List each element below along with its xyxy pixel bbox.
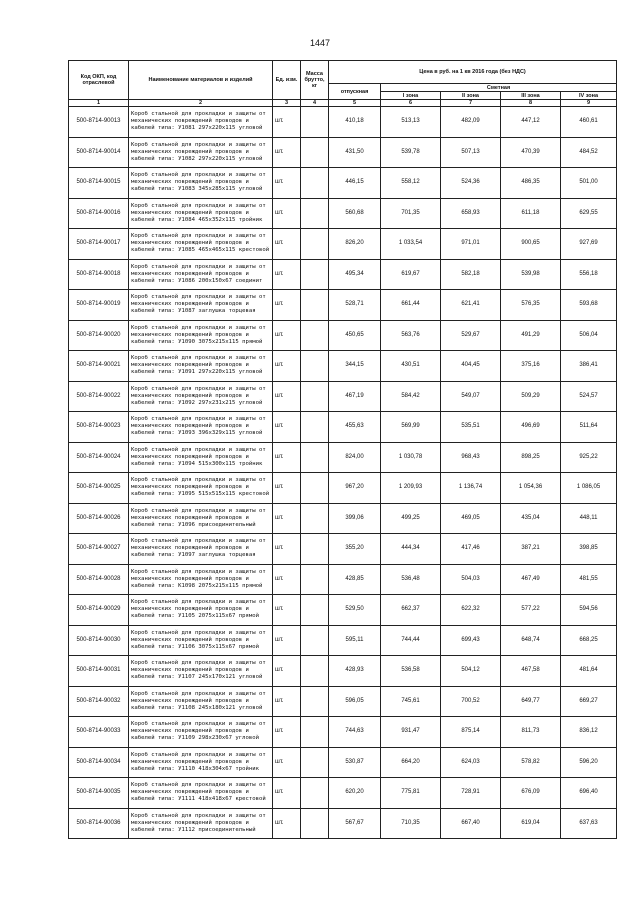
- cell-name: Короб стальной для прокладки и защиты от механических повреждений проводов и кабелей типа: У1106 3075х115х67 прямой: [129, 625, 273, 656]
- cell-mass: [301, 625, 329, 656]
- cell-price-release: 467,19: [329, 381, 381, 412]
- cell-price-zone-2: 622,32: [441, 595, 501, 626]
- cell-price-zone-3: 470,39: [501, 137, 561, 168]
- cell-price-release: 530,87: [329, 747, 381, 778]
- table-row: [69, 351, 617, 382]
- cell-mass: [301, 412, 329, 443]
- cell-price-zone-4: 593,68: [561, 290, 617, 321]
- cell-name: Короб стальной для прокладки и защиты от механических повреждений проводов и кабелей типа: У1097 заглушка торцевая: [129, 534, 273, 565]
- cell-name: Короб стальной для прокладки и защиты от механических повреждений проводов и кабелей типа: У1108 245х180х121 угловой: [129, 686, 273, 717]
- cell-price-zone-2: 535,51: [441, 412, 501, 443]
- cell-price-zone-1: 558,12: [381, 168, 441, 199]
- cell-name: Короб стальной для прокладки и защиты от механических повреждений проводов и кабелей типа: У1082 297х220х115 угловой: [129, 137, 273, 168]
- header-code: Код ОКП, код отраслевой: [69, 61, 129, 100]
- cell-code: 500-8714-90022: [69, 381, 129, 412]
- cell-price-zone-3: 496,69: [501, 412, 561, 443]
- cell-price-zone-1: 563,76: [381, 320, 441, 351]
- cell-price-release: 455,63: [329, 412, 381, 443]
- cell-price-zone-1: 701,35: [381, 198, 441, 229]
- cell-price-release: 410,18: [329, 107, 381, 138]
- cell-unit: шт.: [273, 229, 301, 260]
- cell-price-zone-1: 1 033,54: [381, 229, 441, 260]
- cell-price-zone-3: 649,77: [501, 686, 561, 717]
- cell-mass: [301, 290, 329, 321]
- cell-name: Короб стальной для прокладки и защиты от механических повреждений проводов и кабелей типа: У1091 297х220х115 угловой: [129, 351, 273, 382]
- cell-price-zone-4: 927,69: [561, 229, 617, 260]
- cell-price-release: 560,68: [329, 198, 381, 229]
- cell-unit: шт.: [273, 168, 301, 199]
- cell-code: 500-8714-90025: [69, 473, 129, 504]
- cell-mass: [301, 442, 329, 473]
- cell-name: Короб стальной для прокладки и защиты от механических повреждений проводов и кабелей типа: У1107 245х170х121 угловой: [129, 656, 273, 687]
- cell-price-zone-1: 710,35: [381, 808, 441, 839]
- cell-mass: [301, 198, 329, 229]
- cell-price-zone-2: 621,41: [441, 290, 501, 321]
- cell-price-zone-3: 447,12: [501, 107, 561, 138]
- cell-price-zone-4: 669,27: [561, 686, 617, 717]
- header-index: 7: [441, 100, 501, 107]
- cell-price-zone-3: 435,04: [501, 503, 561, 534]
- cell-price-release: 428,85: [329, 564, 381, 595]
- cell-name: Короб стальной для прокладки и защиты от механических повреждений проводов и кабелей типа: У1110 418х304х67 тройник: [129, 747, 273, 778]
- cell-unit: шт.: [273, 442, 301, 473]
- cell-price-zone-3: 539,98: [501, 259, 561, 290]
- cell-price-zone-4: 836,12: [561, 717, 617, 748]
- cell-price-zone-2: 507,13: [441, 137, 501, 168]
- cell-price-release: 446,15: [329, 168, 381, 199]
- cell-price-zone-2: 504,12: [441, 656, 501, 687]
- cell-code: 500-8714-90036: [69, 808, 129, 839]
- cell-price-zone-4: 524,57: [561, 381, 617, 412]
- cell-price-zone-2: 417,46: [441, 534, 501, 565]
- cell-code: 500-8714-90016: [69, 198, 129, 229]
- cell-price-release: 344,15: [329, 351, 381, 382]
- cell-price-release: 355,20: [329, 534, 381, 565]
- cell-price-zone-2: 658,93: [441, 198, 501, 229]
- price-table: [68, 60, 617, 839]
- header-zone-4: IV зона: [561, 92, 617, 100]
- cell-mass: [301, 168, 329, 199]
- cell-name: Короб стальной для прокладки и защиты от механических повреждений проводов и кабелей типа: У1090 3075х215х115 прямой: [129, 320, 273, 351]
- cell-price-zone-2: 582,18: [441, 259, 501, 290]
- header-release: отпускная: [329, 84, 381, 100]
- cell-mass: [301, 107, 329, 138]
- table-row: [69, 656, 617, 687]
- cell-mass: [301, 473, 329, 504]
- cell-name: Короб стальной для прокладки и защиты от механических повреждений проводов и кабелей типа: У1112 присоединительный: [129, 808, 273, 839]
- cell-unit: шт.: [273, 473, 301, 504]
- cell-price-release: 495,34: [329, 259, 381, 290]
- cell-price-zone-3: 467,58: [501, 656, 561, 687]
- cell-price-zone-4: 511,64: [561, 412, 617, 443]
- table-row: [69, 564, 617, 595]
- cell-price-zone-3: 898,25: [501, 442, 561, 473]
- cell-code: 500-8714-90026: [69, 503, 129, 534]
- cell-name: Короб стальной для прокладки и защиты от механических повреждений проводов и кабелей типа: У1086 200х150х67 соединит: [129, 259, 273, 290]
- cell-price-release: 824,00: [329, 442, 381, 473]
- cell-price-zone-2: 404,45: [441, 351, 501, 382]
- cell-price-zone-1: 536,48: [381, 564, 441, 595]
- cell-unit: шт.: [273, 564, 301, 595]
- cell-price-zone-4: 398,85: [561, 534, 617, 565]
- cell-price-zone-3: 578,82: [501, 747, 561, 778]
- cell-name: Короб стальной для прокладки и защиты от механических повреждений проводов и кабелей типа: У1094 515х300х115 тройник: [129, 442, 273, 473]
- cell-mass: [301, 320, 329, 351]
- table-row: [69, 198, 617, 229]
- cell-price-zone-1: 444,34: [381, 534, 441, 565]
- cell-price-zone-3: 900,65: [501, 229, 561, 260]
- cell-unit: шт.: [273, 534, 301, 565]
- header-zone-1: I зона: [381, 92, 441, 100]
- cell-price-zone-1: 662,37: [381, 595, 441, 626]
- table-row: [69, 747, 617, 778]
- cell-price-zone-4: 386,41: [561, 351, 617, 382]
- cell-price-release: 620,20: [329, 778, 381, 809]
- cell-unit: шт.: [273, 137, 301, 168]
- table-row: [69, 412, 617, 443]
- cell-price-zone-2: 529,67: [441, 320, 501, 351]
- cell-mass: [301, 808, 329, 839]
- cell-mass: [301, 229, 329, 260]
- table-row: [69, 137, 617, 168]
- cell-code: 500-8714-90015: [69, 168, 129, 199]
- cell-price-zone-4: 481,55: [561, 564, 617, 595]
- cell-mass: [301, 351, 329, 382]
- cell-price-release: 428,93: [329, 656, 381, 687]
- cell-price-zone-1: 513,13: [381, 107, 441, 138]
- cell-price-zone-2: 469,05: [441, 503, 501, 534]
- cell-name: Короб стальной для прокладки и защиты от механических повреждений проводов и кабелей типа: У1085 465х465х115 крестовой: [129, 229, 273, 260]
- cell-code: 500-8714-90027: [69, 534, 129, 565]
- cell-name: Короб стальной для прокладки и защиты от механических повреждений проводов и кабелей типа: У1095 515х515х115 крестовой: [129, 473, 273, 504]
- cell-code: 500-8714-90030: [69, 625, 129, 656]
- table-row: [69, 808, 617, 839]
- cell-price-zone-1: 536,58: [381, 656, 441, 687]
- cell-price-zone-1: 775,81: [381, 778, 441, 809]
- cell-unit: шт.: [273, 381, 301, 412]
- table-row: [69, 473, 617, 504]
- cell-mass: [301, 686, 329, 717]
- cell-mass: [301, 717, 329, 748]
- cell-price-zone-4: 484,52: [561, 137, 617, 168]
- page-number: 1447: [309, 38, 331, 48]
- cell-price-release: 826,20: [329, 229, 381, 260]
- table-row: [69, 717, 617, 748]
- cell-price-zone-3: 486,35: [501, 168, 561, 199]
- cell-unit: шт.: [273, 107, 301, 138]
- cell-code: 500-8714-90031: [69, 656, 129, 687]
- cell-price-zone-4: 506,04: [561, 320, 617, 351]
- cell-price-zone-4: 629,55: [561, 198, 617, 229]
- cell-price-zone-2: 700,52: [441, 686, 501, 717]
- header-index: 1: [69, 100, 129, 107]
- cell-name: Короб стальной для прокладки и защиты от механических повреждений проводов и кабелей типа: У1083 345х285х115 угловой: [129, 168, 273, 199]
- cell-unit: шт.: [273, 595, 301, 626]
- table-row: [69, 381, 617, 412]
- cell-price-release: 431,50: [329, 137, 381, 168]
- cell-name: Короб стальной для прокладки и защиты от механических повреждений проводов и кабелей типа: У1081 297х220х115 угловой: [129, 107, 273, 138]
- cell-name: Короб стальной для прокладки и защиты от механических повреждений проводов и кабелей типа: У1092 297х231х215 угловой: [129, 381, 273, 412]
- header-index: 8: [501, 100, 561, 107]
- cell-name: Короб стальной для прокладки и защиты от механических повреждений проводов и кабелей типа: У1084 465х352х115 тройник: [129, 198, 273, 229]
- cell-unit: шт.: [273, 656, 301, 687]
- cell-price-release: 596,05: [329, 686, 381, 717]
- cell-price-release: 399,06: [329, 503, 381, 534]
- cell-name: Короб стальной для прокладки и защиты от механических повреждений проводов и кабелей типа: У1096 присоединительный: [129, 503, 273, 534]
- cell-price-release: 967,20: [329, 473, 381, 504]
- cell-price-zone-3: 577,22: [501, 595, 561, 626]
- header-zone-2: II зона: [441, 92, 501, 100]
- cell-price-zone-3: 509,29: [501, 381, 561, 412]
- table-row: [69, 320, 617, 351]
- cell-price-zone-3: 467,49: [501, 564, 561, 595]
- cell-unit: шт.: [273, 198, 301, 229]
- cell-price-zone-4: 596,20: [561, 747, 617, 778]
- cell-unit: шт.: [273, 290, 301, 321]
- cell-price-zone-1: 539,78: [381, 137, 441, 168]
- cell-code: 500-8714-90024: [69, 442, 129, 473]
- cell-unit: шт.: [273, 686, 301, 717]
- cell-price-release: 595,11: [329, 625, 381, 656]
- header-unit: Ед. изм.: [273, 61, 301, 100]
- cell-price-zone-2: 875,14: [441, 717, 501, 748]
- cell-code: 500-8714-90013: [69, 107, 129, 138]
- cell-price-zone-2: 524,36: [441, 168, 501, 199]
- cell-price-zone-4: 1 086,05: [561, 473, 617, 504]
- cell-price-release: 744,63: [329, 717, 381, 748]
- table-row: [69, 686, 617, 717]
- cell-code: 500-8714-90014: [69, 137, 129, 168]
- cell-price-zone-3: 491,29: [501, 320, 561, 351]
- cell-price-zone-1: 664,20: [381, 747, 441, 778]
- cell-price-zone-4: 637,63: [561, 808, 617, 839]
- cell-mass: [301, 137, 329, 168]
- header-index: 2: [129, 100, 273, 107]
- cell-name: Короб стальной для прокладки и защиты от механических повреждений проводов и кабелей типа: У1111 418х418х67 крестовой: [129, 778, 273, 809]
- header-estimate: Сметная: [381, 84, 617, 92]
- cell-price-zone-2: 549,07: [441, 381, 501, 412]
- cell-price-zone-2: 1 136,74: [441, 473, 501, 504]
- cell-price-zone-1: 661,44: [381, 290, 441, 321]
- cell-code: 500-8714-90029: [69, 595, 129, 626]
- table-row: [69, 778, 617, 809]
- cell-price-zone-1: 619,67: [381, 259, 441, 290]
- table-body: [69, 107, 617, 839]
- cell-name: Короб стальной для прокладки и защиты от механических повреждений проводов и кабелей типа: У1105 2075х115х67 прямой: [129, 595, 273, 626]
- cell-price-zone-4: 925,22: [561, 442, 617, 473]
- cell-price-zone-3: 811,73: [501, 717, 561, 748]
- cell-mass: [301, 747, 329, 778]
- cell-price-zone-1: 744,44: [381, 625, 441, 656]
- cell-unit: шт.: [273, 412, 301, 443]
- cell-code: 500-8714-90023: [69, 412, 129, 443]
- header-index: 6: [381, 100, 441, 107]
- cell-price-zone-3: 1 054,36: [501, 473, 561, 504]
- cell-price-zone-1: 584,42: [381, 381, 441, 412]
- cell-mass: [301, 503, 329, 534]
- cell-unit: шт.: [273, 625, 301, 656]
- table-row: [69, 229, 617, 260]
- table-row: [69, 595, 617, 626]
- cell-unit: шт.: [273, 778, 301, 809]
- cell-mass: [301, 259, 329, 290]
- cell-price-release: 528,71: [329, 290, 381, 321]
- cell-code: 500-8714-90033: [69, 717, 129, 748]
- cell-price-zone-3: 619,04: [501, 808, 561, 839]
- cell-unit: шт.: [273, 808, 301, 839]
- cell-price-zone-2: 699,43: [441, 625, 501, 656]
- cell-mass: [301, 564, 329, 595]
- cell-price-zone-3: 611,18: [501, 198, 561, 229]
- cell-price-zone-3: 576,35: [501, 290, 561, 321]
- cell-price-zone-2: 504,03: [441, 564, 501, 595]
- cell-code: 500-8714-90017: [69, 229, 129, 260]
- cell-price-release: 567,67: [329, 808, 381, 839]
- cell-price-zone-4: 668,25: [561, 625, 617, 656]
- header-index-row: [69, 100, 617, 107]
- cell-name: Короб стальной для прокладки и защиты от механических повреждений проводов и кабелей типа: У1087 заглушка торцевая: [129, 290, 273, 321]
- header-index: 9: [561, 100, 617, 107]
- cell-price-zone-2: 624,03: [441, 747, 501, 778]
- cell-price-zone-4: 594,56: [561, 595, 617, 626]
- cell-name: Короб стальной для прокладки и защиты от механических повреждений проводов и кабелей типа: У1093 396х329х115 угловой: [129, 412, 273, 443]
- cell-code: 500-8714-90020: [69, 320, 129, 351]
- cell-price-zone-3: 387,21: [501, 534, 561, 565]
- header-mass: Масса брутто, кг: [301, 61, 329, 100]
- cell-price-zone-2: 482,09: [441, 107, 501, 138]
- cell-price-zone-4: 448,11: [561, 503, 617, 534]
- cell-price-zone-1: 569,99: [381, 412, 441, 443]
- cell-code: 500-8714-90018: [69, 259, 129, 290]
- cell-mass: [301, 595, 329, 626]
- header-index: 5: [329, 100, 381, 107]
- table-row: [69, 290, 617, 321]
- table-row: [69, 259, 617, 290]
- header-zone-3: III зона: [501, 92, 561, 100]
- cell-price-zone-3: 676,09: [501, 778, 561, 809]
- cell-mass: [301, 534, 329, 565]
- cell-code: 500-8714-90035: [69, 778, 129, 809]
- header-index: 4: [301, 100, 329, 107]
- header-index: 3: [273, 100, 301, 107]
- cell-code: 500-8714-90034: [69, 747, 129, 778]
- cell-name: Короб стальной для прокладки и защиты от механических повреждений проводов и кабелей типа: К1098 2075х215х115 прямой: [129, 564, 273, 595]
- table-row: [69, 168, 617, 199]
- cell-price-zone-2: 728,91: [441, 778, 501, 809]
- table-row: [69, 625, 617, 656]
- cell-price-zone-2: 968,43: [441, 442, 501, 473]
- cell-price-zone-1: 1 030,78: [381, 442, 441, 473]
- cell-price-zone-1: 1 209,93: [381, 473, 441, 504]
- cell-name: Короб стальной для прокладки и защиты от механических повреждений проводов и кабелей типа: У1109 298х230х67 угловой: [129, 717, 273, 748]
- cell-price-release: 529,50: [329, 595, 381, 626]
- cell-mass: [301, 381, 329, 412]
- cell-price-zone-4: 460,61: [561, 107, 617, 138]
- cell-unit: шт.: [273, 351, 301, 382]
- cell-price-zone-3: 375,16: [501, 351, 561, 382]
- cell-price-zone-4: 556,18: [561, 259, 617, 290]
- cell-price-zone-3: 648,74: [501, 625, 561, 656]
- cell-mass: [301, 656, 329, 687]
- cell-unit: шт.: [273, 747, 301, 778]
- cell-price-zone-1: 931,47: [381, 717, 441, 748]
- cell-price-zone-4: 501,00: [561, 168, 617, 199]
- cell-mass: [301, 778, 329, 809]
- header-price-title: Цена в руб. на 1 кв 2016 года (без НДС): [329, 61, 617, 84]
- cell-price-zone-2: 667,40: [441, 808, 501, 839]
- cell-code: 500-8714-90028: [69, 564, 129, 595]
- cell-unit: шт.: [273, 503, 301, 534]
- cell-price-zone-1: 430,51: [381, 351, 441, 382]
- header-name: Наименование материалов и изделий: [129, 61, 273, 100]
- table-row: [69, 503, 617, 534]
- cell-code: 500-8714-90032: [69, 686, 129, 717]
- cell-unit: шт.: [273, 320, 301, 351]
- cell-price-zone-1: 499,25: [381, 503, 441, 534]
- table-header: [69, 61, 617, 107]
- cell-price-zone-2: 971,01: [441, 229, 501, 260]
- cell-code: 500-8714-90021: [69, 351, 129, 382]
- cell-price-zone-1: 745,61: [381, 686, 441, 717]
- table-row: [69, 442, 617, 473]
- table-row: [69, 534, 617, 565]
- cell-price-zone-4: 481,64: [561, 656, 617, 687]
- table-row: [69, 107, 617, 138]
- cell-price-zone-4: 696,40: [561, 778, 617, 809]
- cell-price-release: 450,65: [329, 320, 381, 351]
- cell-unit: шт.: [273, 717, 301, 748]
- cell-code: 500-8714-90019: [69, 290, 129, 321]
- cell-unit: шт.: [273, 259, 301, 290]
